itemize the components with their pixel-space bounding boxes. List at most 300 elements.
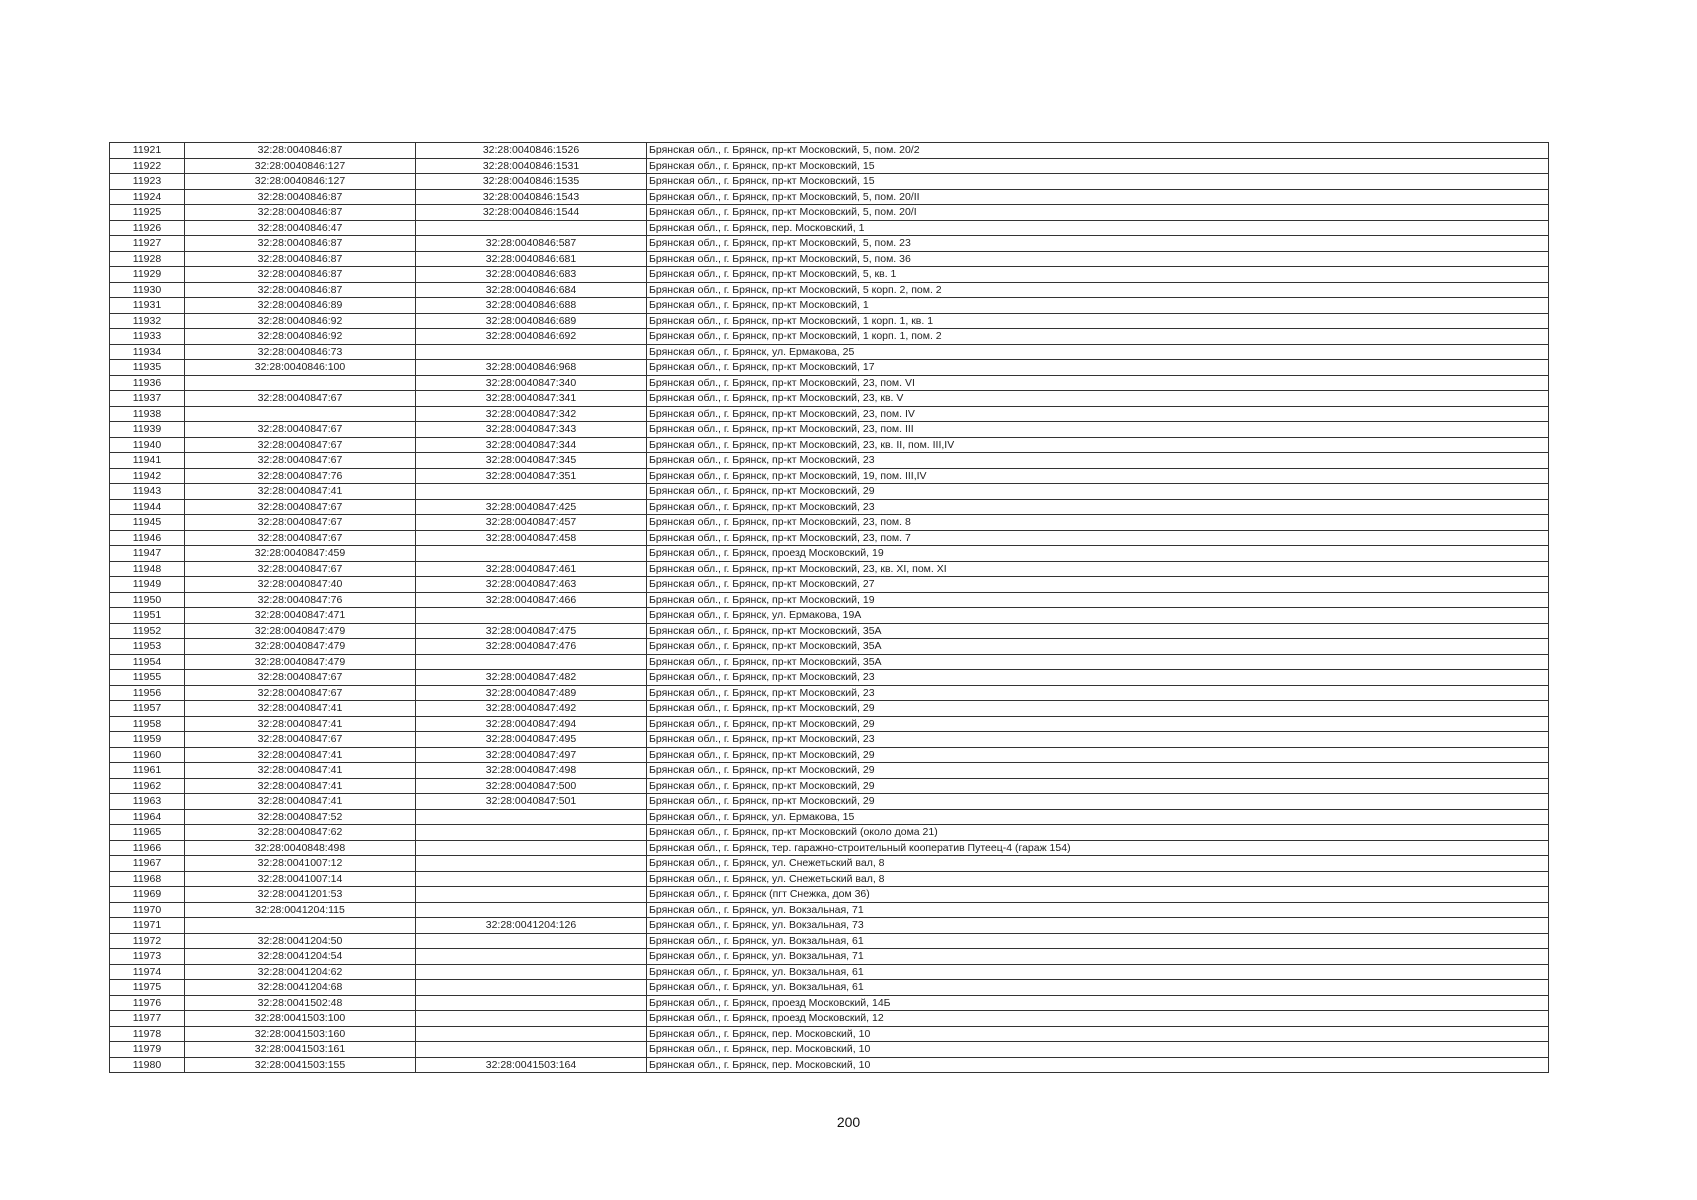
parcel-cadastral-cell: 32:28:0040847:40 (185, 577, 416, 593)
table-row (110, 608, 1549, 624)
row-number-cell: 11949 (110, 577, 185, 593)
row-number-cell: 11926 (110, 220, 185, 236)
address-cell: Брянская обл., г. Брянск, пр-кт Московский, 1 корп. 1, кв. 1 (647, 313, 1549, 329)
address-cell: Брянская обл., г. Брянск, пр-кт Московский, 1 корп. 1, пом. 2 (647, 329, 1549, 345)
parcel-cadastral-cell: 32:28:0040847:459 (185, 546, 416, 562)
parcel-cadastral-cell: 32:28:0040847:67 (185, 685, 416, 701)
object-cadastral-cell: 32:28:0040847:495 (416, 732, 647, 748)
table-row (110, 344, 1549, 360)
object-cadastral-cell: 32:28:0040846:688 (416, 298, 647, 314)
parcel-cadastral-cell: 32:28:0040846:127 (185, 174, 416, 190)
parcel-cadastral-cell: 32:28:0040848:498 (185, 840, 416, 856)
address-cell: Брянская обл., г. Брянск, пр-кт Московский, 35А (647, 639, 1549, 655)
address-cell: Брянская обл., г. Брянск, пр-кт Московский, 29 (647, 484, 1549, 500)
parcel-cadastral-cell: 32:28:0040847:41 (185, 763, 416, 779)
table-row (110, 375, 1549, 391)
object-cadastral-cell: 32:28:0040847:475 (416, 623, 647, 639)
object-cadastral-cell: 32:28:0040846:684 (416, 282, 647, 298)
parcel-cadastral-cell: 32:28:0041204:50 (185, 933, 416, 949)
address-cell: Брянская обл., г. Брянск, пр-кт Московский, 29 (647, 763, 1549, 779)
address-cell: Брянская обл., г. Брянск, пер. Московский, 1 (647, 220, 1549, 236)
table-row (110, 360, 1549, 376)
row-number-cell: 11943 (110, 484, 185, 500)
row-number-cell: 11972 (110, 933, 185, 949)
parcel-cadastral-cell: 32:28:0040846:89 (185, 298, 416, 314)
address-cell: Брянская обл., г. Брянск, пр-кт Московский, 19, пом. III,IV (647, 468, 1549, 484)
address-cell: Брянская обл., г. Брянск, ул. Вокзальная, 61 (647, 933, 1549, 949)
object-cadastral-cell (416, 995, 647, 1011)
row-number-cell: 11964 (110, 809, 185, 825)
table-row (110, 623, 1549, 639)
row-number-cell: 11959 (110, 732, 185, 748)
parcel-cadastral-cell: 32:28:0040847:67 (185, 422, 416, 438)
table-row (110, 406, 1549, 422)
address-cell: Брянская обл., г. Брянск, пр-кт Московский, 23, пом. IV (647, 406, 1549, 422)
object-cadastral-cell: 32:28:0040847:341 (416, 391, 647, 407)
table-row (110, 391, 1549, 407)
row-number-cell: 11946 (110, 530, 185, 546)
parcel-cadastral-cell: 32:28:0041007:14 (185, 871, 416, 887)
parcel-cadastral-cell (185, 406, 416, 422)
address-cell: Брянская обл., г. Брянск, ул. Вокзальная, 71 (647, 949, 1549, 965)
table-row (110, 840, 1549, 856)
object-cadastral-cell: 32:28:0040847:476 (416, 639, 647, 655)
parcel-cadastral-cell: 32:28:0041204:115 (185, 902, 416, 918)
table-row (110, 205, 1549, 221)
parcel-cadastral-cell: 32:28:0040847:67 (185, 515, 416, 531)
parcel-cadastral-cell: 32:28:0040847:67 (185, 391, 416, 407)
object-cadastral-cell (416, 344, 647, 360)
parcel-cadastral-cell: 32:28:0040847:41 (185, 716, 416, 732)
row-number-cell: 11924 (110, 189, 185, 205)
row-number-cell: 11952 (110, 623, 185, 639)
object-cadastral-cell (416, 933, 647, 949)
table-row (110, 763, 1549, 779)
table-row (110, 809, 1549, 825)
table-row (110, 918, 1549, 934)
object-cadastral-cell (416, 871, 647, 887)
object-cadastral-cell: 32:28:0040846:683 (416, 267, 647, 283)
table-row (110, 267, 1549, 283)
address-cell: Брянская обл., г. Брянск, пр-кт Московский, 5, кв. 1 (647, 267, 1549, 283)
row-number-cell: 11976 (110, 995, 185, 1011)
object-cadastral-cell (416, 546, 647, 562)
table-row (110, 189, 1549, 205)
address-cell: Брянская обл., г. Брянск, пр-кт Московский, 19 (647, 592, 1549, 608)
address-cell: Брянская обл., г. Брянск, ул. Снежетьский вал, 8 (647, 871, 1549, 887)
table-row (110, 1011, 1549, 1027)
address-cell: Брянская обл., г. Брянск, пр-кт Московский, 5, пом. 20/II (647, 189, 1549, 205)
address-cell: Брянская обл., г. Брянск, пр-кт Московский, 23, кв. II, пом. III,IV (647, 437, 1549, 453)
object-cadastral-cell: 32:28:0040846:1526 (416, 143, 647, 159)
table-row (110, 174, 1549, 190)
address-cell: Брянская обл., г. Брянск, пр-кт Московский, 29 (647, 794, 1549, 810)
address-cell: Брянская обл., г. Брянск, пр-кт Московский, 23, пом. 7 (647, 530, 1549, 546)
row-number-cell: 11923 (110, 174, 185, 190)
object-cadastral-cell: 32:28:0040847:500 (416, 778, 647, 794)
address-cell: Брянская обл., г. Брянск, ул. Вокзальная, 61 (647, 964, 1549, 980)
object-cadastral-cell (416, 949, 647, 965)
parcel-cadastral-cell: 32:28:0040847:67 (185, 437, 416, 453)
row-number-cell: 11965 (110, 825, 185, 841)
parcel-cadastral-cell: 32:28:0040847:479 (185, 639, 416, 655)
address-cell: Брянская обл., г. Брянск, проезд Московский, 19 (647, 546, 1549, 562)
object-cadastral-cell: 32:28:0040846:1531 (416, 158, 647, 174)
address-cell: Брянская обл., г. Брянск, пр-кт Московский, 23 (647, 685, 1549, 701)
address-cell: Брянская обл., г. Брянск, ул. Ермакова, 15 (647, 809, 1549, 825)
object-cadastral-cell (416, 608, 647, 624)
table-row (110, 577, 1549, 593)
parcel-cadastral-cell: 32:28:0040847:41 (185, 701, 416, 717)
parcel-cadastral-cell: 32:28:0040846:87 (185, 251, 416, 267)
address-cell: Брянская обл., г. Брянск, пр-кт Московский, 5, пом. 36 (647, 251, 1549, 267)
row-number-cell: 11969 (110, 887, 185, 903)
parcel-cadastral-cell: 32:28:0040847:67 (185, 530, 416, 546)
object-cadastral-cell (416, 484, 647, 500)
object-cadastral-cell: 32:28:0040847:482 (416, 670, 647, 686)
row-number-cell: 11971 (110, 918, 185, 934)
table-row (110, 933, 1549, 949)
row-number-cell: 11978 (110, 1026, 185, 1042)
parcel-cadastral-cell: 32:28:0040847:41 (185, 747, 416, 763)
parcel-cadastral-cell: 32:28:0040846:92 (185, 313, 416, 329)
address-cell: Брянская обл., г. Брянск, пр-кт Московский, 29 (647, 747, 1549, 763)
table-row (110, 964, 1549, 980)
row-number-cell: 11948 (110, 561, 185, 577)
parcel-cadastral-cell: 32:28:0040847:67 (185, 499, 416, 515)
table-row (110, 453, 1549, 469)
address-cell: Брянская обл., г. Брянск, пр-кт Московский, 23 (647, 670, 1549, 686)
address-cell: Брянская обл., г. Брянск, пр-кт Московский, 29 (647, 716, 1549, 732)
object-cadastral-cell: 32:28:0040847:342 (416, 406, 647, 422)
object-cadastral-cell (416, 964, 647, 980)
table-row (110, 685, 1549, 701)
parcel-cadastral-cell: 32:28:0041503:160 (185, 1026, 416, 1042)
row-number-cell: 11975 (110, 980, 185, 996)
table-row (110, 1026, 1549, 1042)
row-number-cell: 11953 (110, 639, 185, 655)
row-number-cell: 11927 (110, 236, 185, 252)
object-cadastral-cell: 32:28:0040846:587 (416, 236, 647, 252)
table-row (110, 158, 1549, 174)
object-cadastral-cell: 32:28:0040847:340 (416, 375, 647, 391)
row-number-cell: 11966 (110, 840, 185, 856)
table-row (110, 282, 1549, 298)
object-cadastral-cell: 32:28:0040846:1544 (416, 205, 647, 221)
row-number-cell: 11921 (110, 143, 185, 159)
table-row (110, 670, 1549, 686)
table-row (110, 546, 1549, 562)
object-cadastral-cell: 32:28:0040846:689 (416, 313, 647, 329)
table-row (110, 1042, 1549, 1058)
parcel-cadastral-cell: 32:28:0040846:47 (185, 220, 416, 236)
object-cadastral-cell: 32:28:0040847:494 (416, 716, 647, 732)
table-row (110, 902, 1549, 918)
row-number-cell: 11954 (110, 654, 185, 670)
parcel-cadastral-cell: 32:28:0040847:41 (185, 484, 416, 500)
object-cadastral-cell (416, 1026, 647, 1042)
object-cadastral-cell (416, 856, 647, 872)
object-cadastral-cell (416, 654, 647, 670)
table-row (110, 561, 1549, 577)
table-row (110, 530, 1549, 546)
object-cadastral-cell: 32:28:0040847:501 (416, 794, 647, 810)
page-number: 200 (836, 1114, 861, 1130)
object-cadastral-cell (416, 809, 647, 825)
table-row (110, 592, 1549, 608)
object-cadastral-cell: 32:28:0040847:457 (416, 515, 647, 531)
object-cadastral-cell: 32:28:0040846:1543 (416, 189, 647, 205)
object-cadastral-cell (416, 1042, 647, 1058)
row-number-cell: 11944 (110, 499, 185, 515)
parcel-cadastral-cell: 32:28:0040847:479 (185, 623, 416, 639)
object-cadastral-cell: 32:28:0040846:681 (416, 251, 647, 267)
table-row (110, 825, 1549, 841)
address-cell: Брянская обл., г. Брянск, проезд Московский, 14Б (647, 995, 1549, 1011)
parcel-cadastral-cell: 32:28:0040846:87 (185, 282, 416, 298)
address-cell: Брянская обл., г. Брянск, пр-кт Московский, 17 (647, 360, 1549, 376)
address-cell: Брянская обл., г. Брянск, пр-кт Московский, 15 (647, 158, 1549, 174)
table-row (110, 329, 1549, 345)
row-number-cell: 11945 (110, 515, 185, 531)
row-number-cell: 11929 (110, 267, 185, 283)
object-cadastral-cell: 32:28:0040847:489 (416, 685, 647, 701)
row-number-cell: 11938 (110, 406, 185, 422)
row-number-cell: 11934 (110, 344, 185, 360)
parcel-cadastral-cell: 32:28:0040846:87 (185, 267, 416, 283)
cadastral-table (109, 142, 1549, 1073)
row-number-cell: 11951 (110, 608, 185, 624)
object-cadastral-cell (416, 220, 647, 236)
object-cadastral-cell: 32:28:0040847:463 (416, 577, 647, 593)
row-number-cell: 11935 (110, 360, 185, 376)
row-number-cell: 11967 (110, 856, 185, 872)
object-cadastral-cell: 32:28:0040847:497 (416, 747, 647, 763)
row-number-cell: 11930 (110, 282, 185, 298)
table-row (110, 980, 1549, 996)
object-cadastral-cell: 32:28:0041503:164 (416, 1057, 647, 1073)
row-number-cell: 11958 (110, 716, 185, 732)
parcel-cadastral-cell: 32:28:0040846:92 (185, 329, 416, 345)
parcel-cadastral-cell: 32:28:0041204:62 (185, 964, 416, 980)
table-row (110, 251, 1549, 267)
parcel-cadastral-cell: 32:28:0041503:155 (185, 1057, 416, 1073)
address-cell: Брянская обл., г. Брянск, пр-кт Московский, 23, кв. V (647, 391, 1549, 407)
row-number-cell: 11942 (110, 468, 185, 484)
table-row (110, 236, 1549, 252)
object-cadastral-cell: 32:28:0040846:1535 (416, 174, 647, 190)
table-row (110, 949, 1549, 965)
object-cadastral-cell: 32:28:0040847:466 (416, 592, 647, 608)
row-number-cell: 11947 (110, 546, 185, 562)
row-number-cell: 11940 (110, 437, 185, 453)
address-cell: Брянская обл., г. Брянск, пр-кт Московский, 23, пом. VI (647, 375, 1549, 391)
object-cadastral-cell (416, 840, 647, 856)
table-row (110, 499, 1549, 515)
object-cadastral-cell: 32:28:0041204:126 (416, 918, 647, 934)
table-row (110, 422, 1549, 438)
parcel-cadastral-cell: 32:28:0040847:62 (185, 825, 416, 841)
address-cell: Брянская обл., г. Брянск, пер. Московский, 10 (647, 1026, 1549, 1042)
address-cell: Брянская обл., г. Брянск, пр-кт Московский, 5, пом. 23 (647, 236, 1549, 252)
row-number-cell: 11977 (110, 1011, 185, 1027)
row-number-cell: 11941 (110, 453, 185, 469)
object-cadastral-cell (416, 980, 647, 996)
parcel-cadastral-cell: 32:28:0040846:127 (185, 158, 416, 174)
address-cell: Брянская обл., г. Брянск, проезд Московский, 12 (647, 1011, 1549, 1027)
parcel-cadastral-cell: 32:28:0040847:41 (185, 778, 416, 794)
parcel-cadastral-cell (185, 918, 416, 934)
row-number-cell: 11936 (110, 375, 185, 391)
parcel-cadastral-cell: 32:28:0040846:87 (185, 189, 416, 205)
table-row (110, 437, 1549, 453)
table-row (110, 887, 1549, 903)
object-cadastral-cell: 32:28:0040846:968 (416, 360, 647, 376)
table-row (110, 639, 1549, 655)
table-row (110, 701, 1549, 717)
parcel-cadastral-cell: 32:28:0040846:73 (185, 344, 416, 360)
address-cell: Брянская обл., г. Брянск, ул. Ермакова, 25 (647, 344, 1549, 360)
row-number-cell: 11931 (110, 298, 185, 314)
row-number-cell: 11970 (110, 902, 185, 918)
parcel-cadastral-cell: 32:28:0040847:67 (185, 732, 416, 748)
row-number-cell: 11960 (110, 747, 185, 763)
address-cell: Брянская обл., г. Брянск, пр-кт Московский, 29 (647, 701, 1549, 717)
table-row (110, 747, 1549, 763)
object-cadastral-cell (416, 902, 647, 918)
address-cell: Брянская обл., г. Брянск, пр-кт Московский, 23 (647, 453, 1549, 469)
parcel-cadastral-cell: 32:28:0040847:52 (185, 809, 416, 825)
row-number-cell: 11961 (110, 763, 185, 779)
address-cell: Брянская обл., г. Брянск, пр-кт Московский, 1 (647, 298, 1549, 314)
table-row (110, 1057, 1549, 1073)
address-cell: Брянская обл., г. Брянск, ул. Вокзальная, 61 (647, 980, 1549, 996)
parcel-cadastral-cell: 32:28:0040847:479 (185, 654, 416, 670)
address-cell: Брянская обл., г. Брянск (пгт Снежка, дом 36) (647, 887, 1549, 903)
address-cell: Брянская обл., г. Брянск, ул. Ермакова, 19А (647, 608, 1549, 624)
table-row (110, 871, 1549, 887)
parcel-cadastral-cell: 32:28:0040847:67 (185, 453, 416, 469)
address-cell: Брянская обл., г. Брянск, пр-кт Московский, 27 (647, 577, 1549, 593)
address-cell: Брянская обл., г. Брянск, пр-кт Московский, 35А (647, 654, 1549, 670)
object-cadastral-cell: 32:28:0040847:498 (416, 763, 647, 779)
row-number-cell: 11928 (110, 251, 185, 267)
table-row (110, 313, 1549, 329)
parcel-cadastral-cell: 32:28:0040847:76 (185, 592, 416, 608)
row-number-cell: 11963 (110, 794, 185, 810)
row-number-cell: 11980 (110, 1057, 185, 1073)
address-cell: Брянская обл., г. Брянск, пр-кт Московский, 23, кв. XI, пом. XI (647, 561, 1549, 577)
table-row (110, 654, 1549, 670)
row-number-cell: 11933 (110, 329, 185, 345)
table-row (110, 716, 1549, 732)
table-body (110, 143, 1549, 1073)
object-cadastral-cell (416, 887, 647, 903)
object-cadastral-cell: 32:28:0040847:461 (416, 561, 647, 577)
row-number-cell: 11922 (110, 158, 185, 174)
table-row (110, 298, 1549, 314)
table-row (110, 732, 1549, 748)
row-number-cell: 11932 (110, 313, 185, 329)
address-cell: Брянская обл., г. Брянск, пр-кт Московский, 35А (647, 623, 1549, 639)
parcel-cadastral-cell: 32:28:0040846:100 (185, 360, 416, 376)
parcel-cadastral-cell: 32:28:0041503:161 (185, 1042, 416, 1058)
address-cell: Брянская обл., г. Брянск, пр-кт Московский, 29 (647, 778, 1549, 794)
parcel-cadastral-cell: 32:28:0040847:67 (185, 670, 416, 686)
parcel-cadastral-cell: 32:28:0041201:53 (185, 887, 416, 903)
object-cadastral-cell: 32:28:0040847:458 (416, 530, 647, 546)
address-cell: Брянская обл., г. Брянск, ул. Вокзальная, 73 (647, 918, 1549, 934)
row-number-cell: 11957 (110, 701, 185, 717)
parcel-cadastral-cell: 32:28:0040847:76 (185, 468, 416, 484)
table-row (110, 515, 1549, 531)
address-cell: Брянская обл., г. Брянск, пер. Московский, 10 (647, 1057, 1549, 1073)
parcel-cadastral-cell: 32:28:0040846:87 (185, 236, 416, 252)
parcel-cadastral-cell: 32:28:0040847:41 (185, 794, 416, 810)
object-cadastral-cell: 32:28:0040847:345 (416, 453, 647, 469)
parcel-cadastral-cell: 32:28:0041502:48 (185, 995, 416, 1011)
parcel-cadastral-cell: 32:28:0041503:100 (185, 1011, 416, 1027)
table-row (110, 220, 1549, 236)
row-number-cell: 11974 (110, 964, 185, 980)
parcel-cadastral-cell: 32:28:0040847:471 (185, 608, 416, 624)
address-cell: Брянская обл., г. Брянск, ул. Вокзальная, 71 (647, 902, 1549, 918)
table-row (110, 778, 1549, 794)
table-row (110, 143, 1549, 159)
address-cell: Брянская обл., г. Брянск, пр-кт Московский, 5, пом. 20/I (647, 205, 1549, 221)
object-cadastral-cell: 32:28:0040847:344 (416, 437, 647, 453)
row-number-cell: 11979 (110, 1042, 185, 1058)
table-row (110, 794, 1549, 810)
address-cell: Брянская обл., г. Брянск, пр-кт Московский, 23, пом. 8 (647, 515, 1549, 531)
address-cell: Брянская обл., г. Брянск, пр-кт Московский (около дома 21) (647, 825, 1549, 841)
row-number-cell: 11925 (110, 205, 185, 221)
object-cadastral-cell: 32:28:0040847:492 (416, 701, 647, 717)
object-cadastral-cell: 32:28:0040847:343 (416, 422, 647, 438)
table-row (110, 468, 1549, 484)
parcel-cadastral-cell: 32:28:0041204:54 (185, 949, 416, 965)
row-number-cell: 11939 (110, 422, 185, 438)
address-cell: Брянская обл., г. Брянск, пр-кт Московский, 5 корп. 2, пом. 2 (647, 282, 1549, 298)
parcel-cadastral-cell: 32:28:0040847:67 (185, 561, 416, 577)
parcel-cadastral-cell: 32:28:0040846:87 (185, 143, 416, 159)
parcel-cadastral-cell: 32:28:0040846:87 (185, 205, 416, 221)
address-cell: Брянская обл., г. Брянск, пр-кт Московский, 15 (647, 174, 1549, 190)
object-cadastral-cell (416, 1011, 647, 1027)
object-cadastral-cell (416, 825, 647, 841)
address-cell: Брянская обл., г. Брянск, ул. Снежетьский вал, 8 (647, 856, 1549, 872)
address-cell: Брянская обл., г. Брянск, пр-кт Московский, 23, пом. III (647, 422, 1549, 438)
address-cell: Брянская обл., г. Брянск, пр-кт Московский, 5, пом. 20/2 (647, 143, 1549, 159)
row-number-cell: 11937 (110, 391, 185, 407)
parcel-cadastral-cell: 32:28:0041204:68 (185, 980, 416, 996)
parcel-cadastral-cell: 32:28:0041007:12 (185, 856, 416, 872)
row-number-cell: 11962 (110, 778, 185, 794)
address-cell: Брянская обл., г. Брянск, пр-кт Московский, 23 (647, 732, 1549, 748)
table-row (110, 856, 1549, 872)
object-cadastral-cell: 32:28:0040846:692 (416, 329, 647, 345)
row-number-cell: 11956 (110, 685, 185, 701)
address-cell: Брянская обл., г. Брянск, пр-кт Московский, 23 (647, 499, 1549, 515)
table-row (110, 995, 1549, 1011)
row-number-cell: 11973 (110, 949, 185, 965)
row-number-cell: 11950 (110, 592, 185, 608)
object-cadastral-cell: 32:28:0040847:425 (416, 499, 647, 515)
row-number-cell: 11955 (110, 670, 185, 686)
row-number-cell: 11968 (110, 871, 185, 887)
address-cell: Брянская обл., г. Брянск, тер. гаражно-строительный кооператив Путеец-4 (гараж 154) (647, 840, 1549, 856)
address-cell: Брянская обл., г. Брянск, пер. Московский, 10 (647, 1042, 1549, 1058)
